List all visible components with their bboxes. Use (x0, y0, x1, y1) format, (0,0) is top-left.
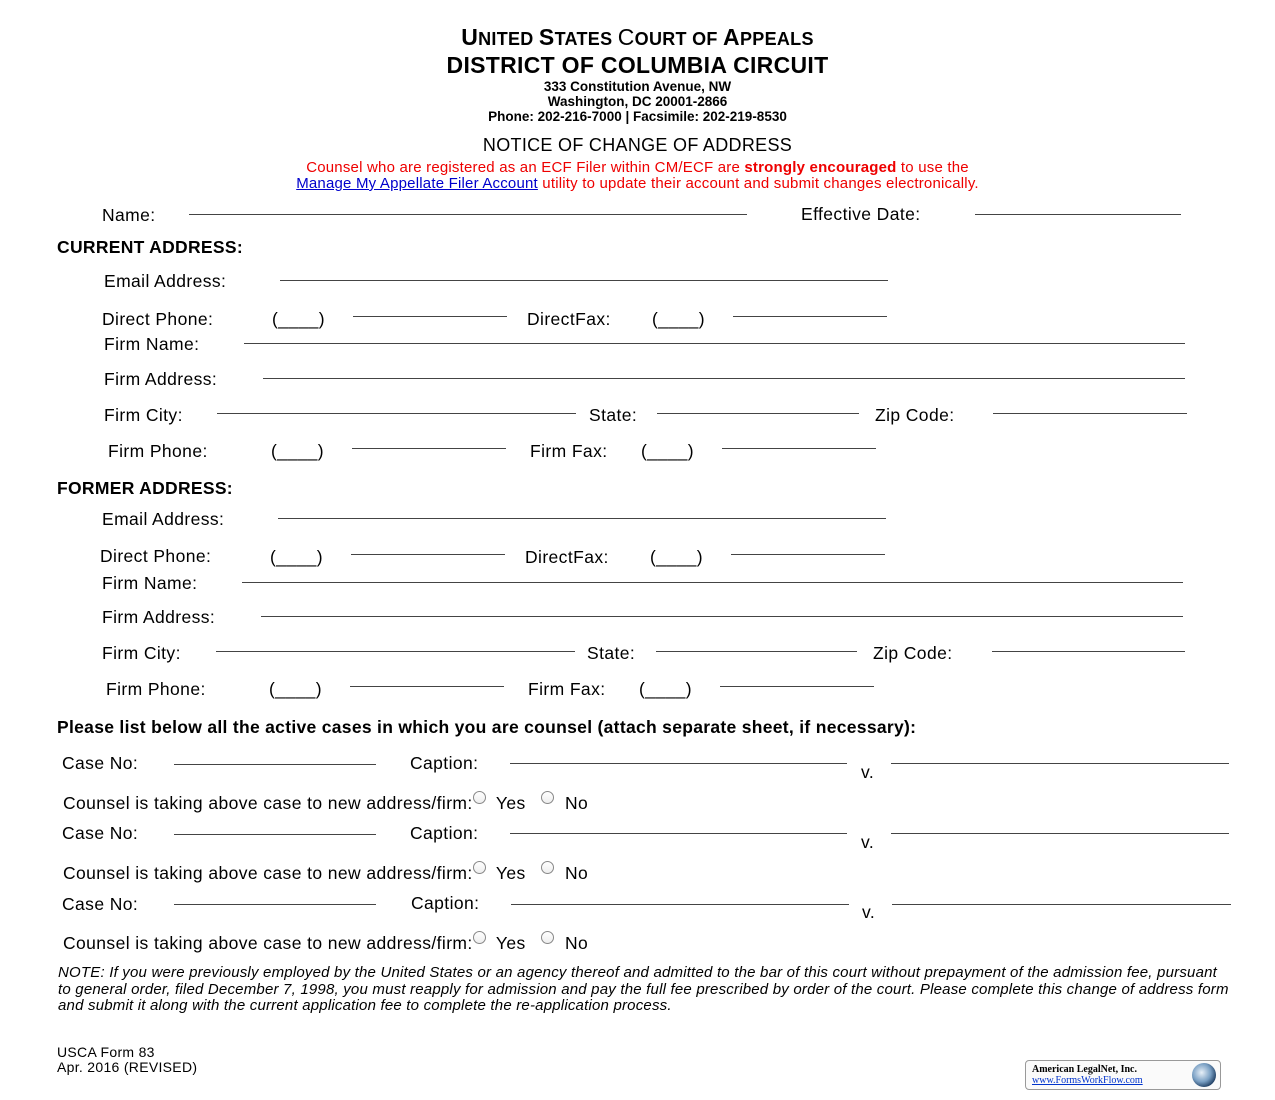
court-contact: Phone: 202-216-7000 | Facsimile: 202-219-8530 (488, 109, 787, 124)
former-state-field[interactable] (656, 651, 857, 652)
manage-filer-account-link[interactable]: Manage My Appellate Filer Account (296, 175, 538, 192)
case2-caption-party2-field[interactable] (891, 833, 1229, 834)
case1-caption-party2-field[interactable] (891, 763, 1229, 764)
effective-date-label: Effective Date: (801, 204, 921, 224)
case1-question-text: Counsel is taking above case to new address/firm: (63, 793, 473, 813)
case1-yes-label[interactable]: Yes (495, 793, 526, 813)
case2-yes-radio[interactable] (473, 861, 486, 874)
current-zip-field[interactable] (993, 413, 1187, 414)
former-firm-name-label: Firm Name: (102, 573, 198, 593)
current-email-label: Email Address: (104, 271, 227, 291)
former-address-heading: FORMER ADDRESS: (57, 478, 233, 498)
former-firm-fax-area-code[interactable]: (____) (639, 679, 692, 699)
current-state-label: State: (589, 405, 638, 425)
former-direct-phone-field[interactable] (351, 554, 505, 555)
reapplication-note: NOTE: If you were previously employed by the United States or an agency thereof and admitted to the bar of this court without prepayment of the admission fee, pursuant to general order, filed December 7, 1998, you must reapply for admission and pay the full fee prescribed by order of the court. Please complete this change of address form and submit it along with the current application fee to complete the re-application process. (58, 964, 1229, 1014)
active-cases-heading: Please list below all the active cases in which you are counsel (attach separate sheet, if necessary): (57, 717, 917, 737)
case1-no-radio[interactable] (541, 791, 554, 804)
case1-caption-label: Caption: (410, 753, 479, 773)
ecf-notice-line2 (0, 175, 1275, 192)
former-firm-fax-field[interactable] (720, 686, 874, 687)
current-firm-phone-label: Firm Phone: (108, 441, 208, 461)
caps-tates: TATES (554, 29, 618, 49)
current-zip-label: Zip Code: (875, 405, 955, 425)
case3-caption-label: Caption: (411, 893, 480, 913)
case2-versus: v. (861, 832, 875, 852)
case3-caption-party1-field[interactable] (511, 904, 849, 905)
current-firm-city-field[interactable] (217, 413, 576, 414)
court-city-address: Washington, DC 20001-2866 (547, 94, 728, 109)
case2-no-radio[interactable] (541, 861, 554, 874)
former-firm-name-field[interactable] (242, 582, 1183, 583)
court-street-address: 333 Constitution Avenue, NW (543, 79, 732, 94)
cap-c: C (617, 24, 635, 50)
effective-date-field[interactable] (975, 214, 1181, 215)
case3-question (63, 933, 588, 954)
former-firm-phone-label: Firm Phone: (106, 679, 206, 699)
former-direct-phone-area-code[interactable]: (____) (270, 547, 323, 567)
case3-no-label[interactable]: No (564, 933, 589, 953)
former-state-label: State: (587, 643, 636, 663)
case1-number-field[interactable] (174, 764, 376, 765)
former-email-field[interactable] (278, 518, 886, 519)
former-firm-phone-area-code[interactable]: (____) (269, 679, 322, 699)
ecf-notice-emphasis: strongly encouraged (744, 159, 897, 176)
former-direct-fax-area-code[interactable]: (____) (650, 547, 703, 567)
case2-caption-party1-field[interactable] (510, 833, 847, 834)
former-firm-fax-label: Firm Fax: (528, 679, 606, 699)
court-name-line1 (0, 24, 1275, 51)
case1-versus: v. (861, 762, 875, 782)
form-revision: Apr. 2016 (REVISED) (57, 1059, 198, 1075)
caps-nited: NITED (478, 29, 539, 49)
former-email-label: Email Address: (102, 509, 225, 529)
case2-question-text: Counsel is taking above case to new address/firm: (63, 863, 473, 883)
current-direct-phone-area-code[interactable]: (____) (272, 309, 325, 329)
case3-number-label: Case No: (62, 894, 139, 914)
case2-number-field[interactable] (174, 834, 376, 835)
case1-yes-radio[interactable] (473, 791, 486, 804)
current-direct-fax-area-code[interactable]: (____) (652, 309, 705, 329)
former-firm-address-label: Firm Address: (102, 607, 216, 627)
ecf-notice-line2-text: utility to update their account and submit changes electronically. (537, 175, 979, 192)
former-direct-fax-field[interactable] (731, 554, 885, 555)
case2-question (63, 863, 588, 884)
former-firm-address-field[interactable] (261, 616, 1183, 617)
case3-versus: v. (862, 902, 876, 922)
current-firm-fax-area-code[interactable]: (____) (641, 441, 694, 461)
current-direct-fax-field[interactable] (733, 316, 887, 317)
current-direct-phone-field[interactable] (353, 316, 507, 317)
badge-url-link[interactable]: www.FormsWorkFlow.com (1032, 1075, 1143, 1086)
current-firm-phone-area-code[interactable]: (____) (271, 441, 324, 461)
court-name-line2: DISTRICT OF COLUMBIA CIRCUIT (446, 52, 829, 78)
former-firm-phone-field[interactable] (350, 686, 504, 687)
case3-yes-radio[interactable] (473, 931, 486, 944)
case3-number-field[interactable] (174, 904, 376, 905)
case2-yes-label[interactable]: Yes (495, 863, 526, 883)
caps-ourt-of: OURT OF (634, 29, 724, 49)
current-direct-phone-label: Direct Phone: (102, 309, 214, 329)
caps-ppeals: PPEALS (739, 29, 814, 49)
case3-caption-party2-field[interactable] (892, 904, 1231, 905)
ecf-notice-text-end: to use the (896, 159, 969, 176)
case3-yes-label[interactable]: Yes (495, 933, 526, 953)
case1-question (63, 793, 588, 814)
current-firm-city-label: Firm City: (104, 405, 183, 425)
american-legalnet-badge[interactable] (1025, 1060, 1221, 1090)
badge-company: American LegalNet, Inc. (1032, 1064, 1137, 1075)
current-firm-phone-field[interactable] (352, 448, 506, 449)
current-firm-name-field[interactable] (244, 343, 1185, 344)
case2-number-label: Case No: (62, 823, 139, 843)
current-firm-name-label: Firm Name: (104, 334, 200, 354)
form-title: NOTICE OF CHANGE OF ADDRESS (482, 135, 793, 155)
current-firm-address-field[interactable] (263, 378, 1185, 379)
name-label: Name: (102, 205, 156, 225)
case1-number-label: Case No: (62, 753, 139, 773)
former-firm-city-label: Firm City: (102, 643, 181, 663)
case2-caption-label: Caption: (410, 823, 479, 843)
case2-no-label[interactable]: No (564, 863, 589, 883)
current-direct-fax-label: DirectFax: (527, 309, 611, 329)
former-direct-fax-label: DirectFax: (525, 547, 609, 567)
case3-no-radio[interactable] (541, 931, 554, 944)
case1-no-label[interactable]: No (564, 793, 589, 813)
former-zip-field[interactable] (992, 651, 1185, 652)
current-email-field[interactable] (280, 280, 888, 281)
former-direct-phone-label: Direct Phone: (100, 546, 212, 566)
cap-u: U (461, 24, 479, 50)
ecf-notice-text: Counsel who are registered as an ECF Filer within CM/ECF are (306, 159, 745, 176)
current-address-heading: CURRENT ADDRESS: (57, 237, 243, 257)
ecf-notice-line1 (0, 159, 1275, 176)
case3-question-text: Counsel is taking above case to new address/firm: (63, 933, 473, 953)
cap-a: A (723, 24, 740, 50)
case1-caption-party1-field[interactable] (510, 763, 847, 764)
former-zip-label: Zip Code: (873, 643, 953, 663)
current-firm-fax-label: Firm Fax: (530, 441, 608, 461)
form-number: USCA Form 83 (57, 1044, 155, 1060)
current-firm-fax-field[interactable] (722, 448, 876, 449)
former-firm-city-field[interactable] (216, 651, 575, 652)
cap-s: S (538, 24, 555, 50)
globe-logo-icon (1192, 1063, 1216, 1087)
current-firm-address-label: Firm Address: (104, 369, 218, 389)
name-field[interactable] (189, 214, 747, 215)
current-state-field[interactable] (657, 413, 859, 414)
